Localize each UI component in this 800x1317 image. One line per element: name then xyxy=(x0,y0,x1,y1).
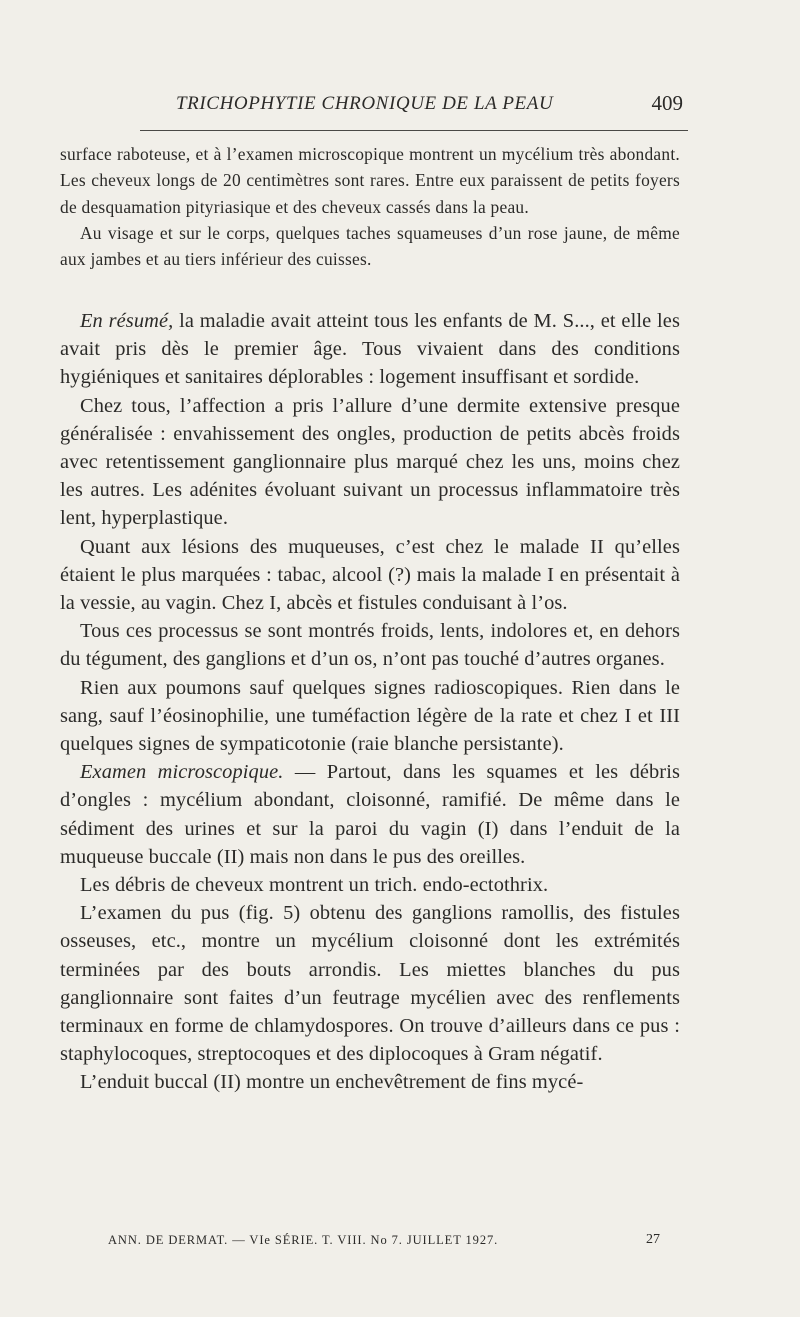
paragraph: Chez tous, l’affection a pris l’allure d’une dermite extensive presque généralisée : envahissement des ongles, production de petits abcès froids avec retentissement ganglionnaire plus marqué chez les uns, moins chez les autres. Les adénites évoluant suivant un processus inflammatoire très lent, hyperplastique. xyxy=(60,394,680,530)
running-title: TRICHOPHYTIE CHRONIQUE DE LA PEAU xyxy=(176,93,554,114)
paragraph-resume xyxy=(60,307,680,392)
resume-text: la maladie avait atteint tous les enfants de M. S..., et elle les avait pris dès le premier âge. Tous vivaient dans des conditions hygiéniques et sanitaires déplorables : logement insuffisant et sordide. xyxy=(60,310,680,389)
paragraph: L’enduit buccal (II) montre un enchevêtrement de fins mycé- xyxy=(80,1071,584,1094)
case-description-block xyxy=(60,141,680,272)
paragraph-exam xyxy=(60,758,680,871)
page-number: 409 xyxy=(651,91,683,115)
summary-block xyxy=(60,307,680,1097)
exam-text: — Partout, dans les squames et les débris d’ongles : mycélium abondant, cloisonné, ramifié. De même dans le sédiment des urines et sur la paroi du vagin (I) dans l’enduit de la muqueuse buccale (II) mais non dans le pus des oreilles. xyxy=(60,761,680,868)
journal-reference: ANN. DE DERMAT. — VIe SÉRIE. T. VIII. No 7. JUILLET 1927. xyxy=(108,1233,499,1247)
paragraph: Tous ces processus se sont montrés froids, lents, indolores et, en dehors du tégument, des ganglions et d’un os, n’ont pas touché d’autres organes. xyxy=(60,620,680,671)
paragraph: Les débris de cheveux montrent un trich. endo-ectothrix. xyxy=(80,874,549,897)
paragraph: L’examen du pus (fig. 5) obtenu des ganglions ramollis, des fistules osseuses, etc., montre un mycélium cloisonné dont les extrémités terminées par des bouts arrondis. Les miettes blanches du pus ganglionnaire sont faites d’un feutrage mycélien avec des renflements terminaux en forme de chlamydospores. On trouve d’ailleurs dans ce pus : staphylocoques, streptocoques et des diplocoques à Gram négatif. xyxy=(60,902,680,1066)
resume-lead: En résumé, xyxy=(80,310,174,332)
paragraph-small: surface raboteuse, et à l’examen microscopique montrent un mycélium très abondant. Les cheveux longs de 20 centimètres sont rares. Entre eux paraissent de petits foyers de desquamation pityriasique et des cheveux cassés dans la peau. xyxy=(60,144,680,217)
page-header xyxy=(140,93,685,123)
header-rule xyxy=(140,130,688,131)
paragraph-small: Au visage et sur le corps, quelques taches squameuses d’un rose jaune, de même aux jambes et au tiers inférieur des cuisses. xyxy=(60,222,680,270)
paragraph: Rien aux poumons sauf quelques signes radioscopiques. Rien dans le sang, sauf l’éosinophilie, une tuméfaction légère de la rate et chez I et III quelques signes de sympaticotonie (raie blanche persistante). xyxy=(60,676,680,756)
paragraph: Quant aux lésions des muqueuses, c’est chez le malade II qu’elles étaient le plus marquées : tabac, alcool (?) mais la malade I en présentait à la vessie, au vagin. Chez I, abcès et fistules conduisant à l’os. xyxy=(60,535,680,615)
signature-number: 27 xyxy=(646,1232,660,1247)
exam-lead: Examen microscopique. xyxy=(80,761,284,784)
